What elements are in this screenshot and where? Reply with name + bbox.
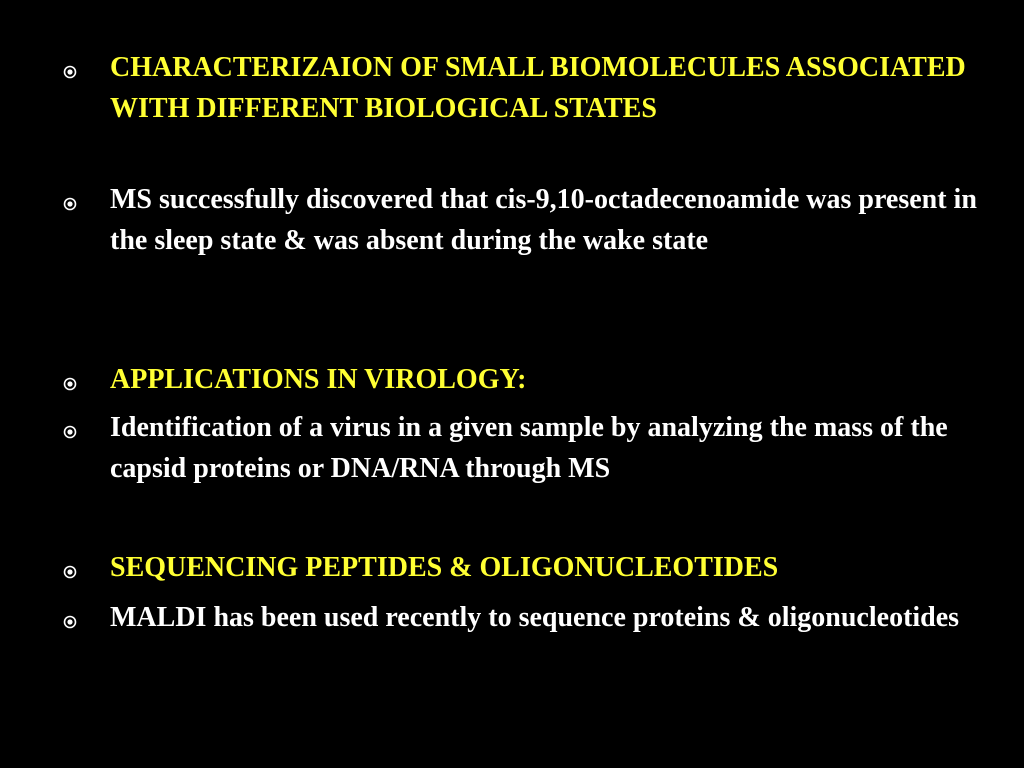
bullet-body-text: MS successfully discovered that cis-9,10-octadecenoamide was present in the sleep state & was absent during the wake state [110,184,977,256]
circled-dot-bullet-icon [63,65,77,79]
circled-dot-bullet-icon [63,197,77,211]
bullet-heading-text: CHARACTERIZAION OF SMALL BIOMOLECULES ASSOCIATED WITH DIFFERENT BIOLOGICAL STATES [110,52,966,124]
circled-dot-bullet-icon [63,565,77,579]
circled-dot-bullet-icon [63,377,77,391]
circled-dot-bullet-icon [63,615,77,629]
bullet-body-text: MALDI has been used recently to sequence proteins & oligonucleotides [110,602,960,633]
bullet-heading-text: SEQUENCING PEPTIDES & OLIGONUCLEOTIDES [110,552,779,583]
bullet-heading-text: APPLICATIONS IN VIROLOGY: [110,364,527,395]
circled-dot-bullet-icon [63,425,77,439]
bullet-body-text: Identification of a virus in a given sample by analyzing the mass of the capsid proteins or DNA/RNA through MS [110,412,948,484]
